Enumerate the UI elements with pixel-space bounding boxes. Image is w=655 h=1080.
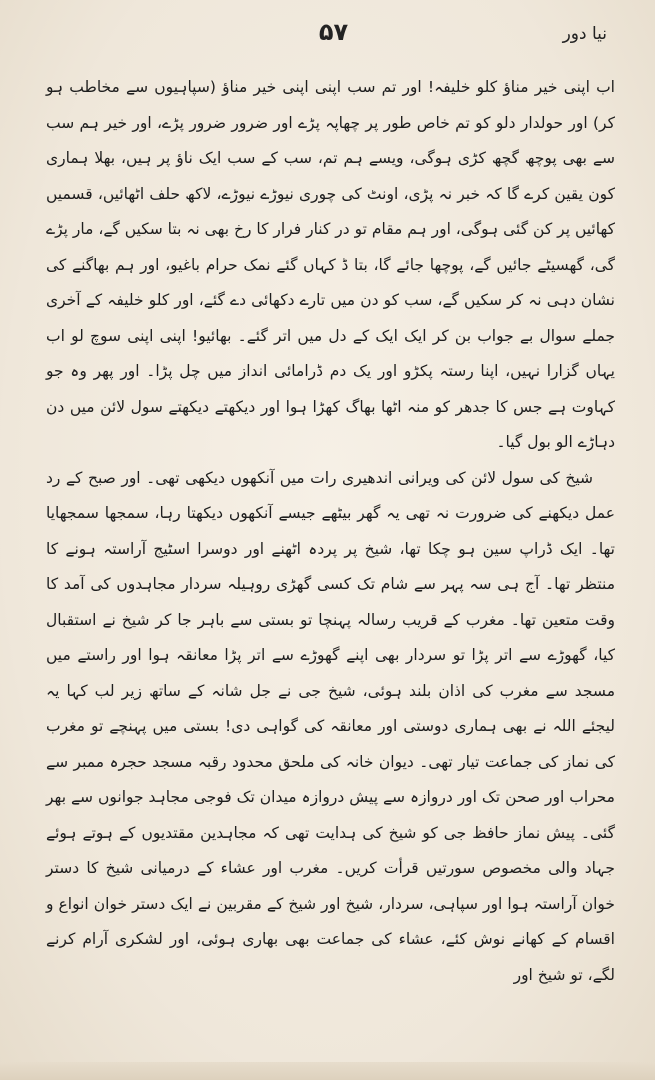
page-bottom-edge: [0, 1062, 655, 1080]
body-text: [46, 70, 615, 993]
journal-name: نیا دور: [562, 24, 607, 44]
paragraph-2: شیخ کی سول لائن کی ویرانی اندھیری رات میں آنکھوں دیکھی تھی۔ اور صبح کے رد عمل دیکھنے کی ضرورت نہ تھی یہ گھر بیٹھے جیسے آنکھوں دیکھتا رہا، سمجھا سمجھایا تھا۔ ایک ڈراپ سین ہو چکا تھا، شیخ پر پردہ اٹھنے اور دوسرا اسٹیج آراستہ ہونے کا منتظر تھا۔ آج ہی سہ پہر سے شام تک کسی گھڑی روہیلہ سردار مجاہدوں کی آمد کا وقت متعین تھا۔ مغرب کے قریب رسالہ پہنچا تو بستی سے باہر جا کر شیخ نے استقبال کیا، گھوڑے سے اتر پڑا تو سردار بھی اپنے گھوڑے سے اتر پڑا معانقہ ہوا اور راستے میں مسجد سے مغرب کی اذان بلند ہوئی، شیخ جی نے جل شانہ کے ساتھ زیر لب کہا یہ لیجئے اللہ نے بھی ہماری دوستی اور معانقہ کی گواہی دی! بستی میں پہنچے تو مغرب کی نماز کی جماعت تیار تھی۔ دیوان خانہ کی ملحق محدود رقبہ مسجد حجرہ ممبر سے محراب اور صحن تک اور دروازہ سے پیش دروازہ میدان تک فوجی مجاہد جوانوں سے بھر گئی۔ پیش نماز حافظ جی کو شیخ کی ہدایت تھی کہ مجاہدین مقتدیوں کے ہوتے ہوئے جہاد والی مخصوص سورتیں قرأت کریں۔ مغرب اور عشاء کے درمیانی شیخ کا دستر خوان آراستہ ہوا اور سپاہی، سردار، شیخ اور شیخ کے مقربین نے ایک دستر خوان انواع و اقسام کے کھانے نوش کئے، عشاء کی جماعت بھی بھاری ہوئی، اور لشکری آرام کرنے لگے، تو شیخ اور: [46, 468, 615, 984]
page-header: [60, 16, 607, 56]
paragraph-1: اب اپنی خیر مناؤ کلو خلیفہ! اور تم سب اپنی اپنی خیر مناؤ (سپاہیوں سے مخاطب ہو کر) اور حولدار دلو کو تم خاص طور پر چھاپہ پڑے اور ضرور ضرور پڑے، اور خیر ہم سب سے بھی پوچھ گچھ کڑی ہوگی، ویسے ہم تم، سب کے سب ایک ناؤ پر ہیں، بھلا ہماری کون یقین کرے گا کہ خبر نہ پڑی، اونٹ کی چوری نیوڑے نیوڑے، لاکھ حلف اٹھائیں، قسمیں کھائیں پر کن گئی ہوگی، اور ہم مقام تو در کنار فرار کا رخ بھی نہ بتا سکیں گے، مار پڑے گی، گھسیٹے جائیں گے، پوچھا جائے گا، بتا ڈ کہاں گئے نمک حرام باغیو، اور ہم بھاگنے کی نشان دہی نہ کر سکیں گے، سب کو دن میں تارے دکھائی دے گئے، اور کلو خلیفہ کے آخری جملے سوال بے جواب بن کر ایک ایک کے دل میں اتر گئے۔ بھائیو! اپنی اپنی سوچ لو اب یہاں گزارا نہیں، اپنا رستہ پکڑو اور یک دم ڈرامائی انداز میں چل پڑا۔ اور پھر وہ جو کہاوت ہے جس کا جدھر کو منہ اٹھا بھاگ کھڑا ہوا اور دیکھتے دیکھتے سول لائن میں دن دہاڑے الو بول گیا۔: [46, 78, 615, 451]
page-number: ۵۷: [318, 18, 349, 46]
